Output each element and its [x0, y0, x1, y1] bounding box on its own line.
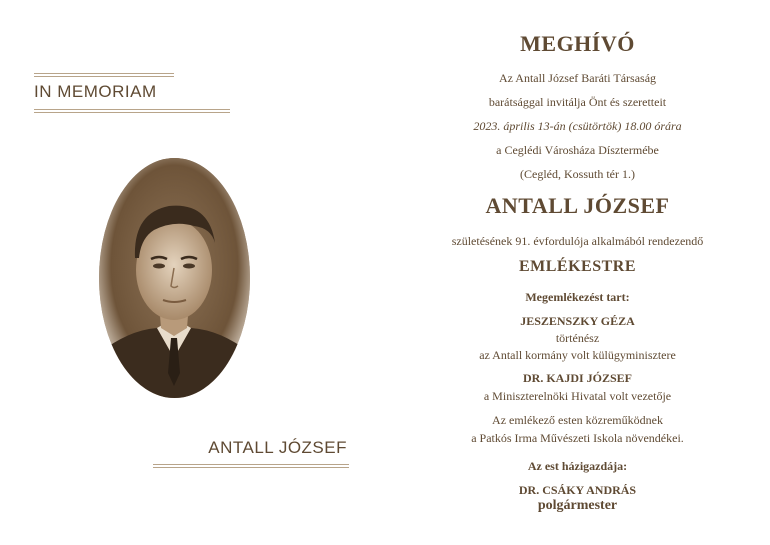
event-venue: a Ceglédi Városháza Dísztermébe	[496, 143, 659, 157]
speaker1-name: JESZENSZKY GÉZA	[520, 314, 635, 328]
speaker2-name: DR. KAJDI JÓZSEF	[522, 371, 632, 385]
invitation-panel	[385, 0, 770, 545]
top-rule-1	[34, 73, 174, 74]
speaker2-role: a Miniszterelnöki Hivatal volt vezetője	[483, 389, 672, 403]
portrait-photo	[99, 158, 250, 398]
portrait-illustration	[99, 158, 250, 398]
speaker1-role-detail: az Antall kormány volt külügyminisztere	[479, 348, 676, 362]
top-rule-2	[34, 76, 174, 77]
event-date: 2023. április 13-án (csütörtök) 18.00 órára	[473, 119, 682, 133]
speaker-intro: Megemlékezést tart:	[525, 290, 630, 304]
bottom-rule-2	[153, 467, 349, 468]
memoriam-heading: IN MEMORIAM	[34, 82, 157, 101]
heading-underline-2	[34, 112, 230, 113]
host-intro: Az est házigazdája:	[527, 459, 628, 473]
memoriam-name: ANTALL JÓZSEF	[208, 438, 347, 457]
heading-underline-1	[34, 109, 230, 110]
occasion-text: születésének 91. évfordulója alkalmából rendezendő	[451, 234, 704, 248]
host-organization: Az Antall József Baráti Társaság	[498, 71, 657, 85]
invitation-title: MEGHÍVÓ	[520, 31, 635, 56]
speaker1-role: történész	[555, 331, 600, 345]
performers-line1: Az emlékező esten közreműködnek	[492, 413, 663, 427]
host-name: DR. CSÁKY ANDRÁS	[518, 483, 637, 497]
event-address: (Cegléd, Kossuth tér 1.)	[520, 167, 635, 181]
invitation-line: barátsággal invitálja Önt és szeretteit	[488, 95, 667, 109]
event-name: EMLÉKESTRE	[518, 258, 637, 275]
bottom-rule-1	[153, 464, 349, 465]
honoree-name: ANTALL JÓZSEF	[485, 193, 670, 218]
host-title: polgármester	[537, 498, 618, 513]
performers-line2: a Patkós Irma Művészeti Iskola növendékei.	[471, 431, 684, 445]
